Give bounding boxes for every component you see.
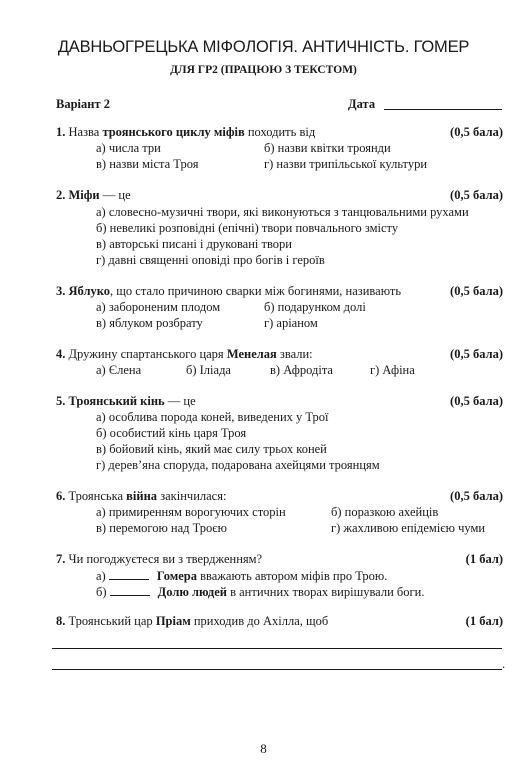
statement-text: вважають автором міфів про Трою.: [196, 569, 388, 583]
question-4: [56, 347, 313, 362]
question-number: 1.: [56, 125, 66, 139]
question-points: (0,5 бала): [450, 188, 503, 202]
date-label: Дата: [348, 97, 376, 111]
variant-label: Варіант 2: [56, 97, 110, 111]
answer-option[interactable]: в) перемогою над Троєю: [96, 521, 227, 535]
question-keyword: Менелая: [226, 347, 277, 361]
question-number: 8.: [56, 614, 66, 628]
question-number: 5.: [56, 394, 66, 408]
answer-option[interactable]: а) числа три: [96, 141, 161, 155]
question-keyword: війна: [126, 489, 158, 503]
question-number: 6.: [56, 489, 66, 503]
statement-label: б): [96, 585, 107, 599]
question-keyword: Міфи: [68, 188, 100, 202]
statement-label: а): [96, 569, 106, 583]
question-points: (0,5 бала): [450, 125, 503, 139]
answer-option[interactable]: а) словесно-музичні твори, які виконуються з танцювальними рухами: [96, 205, 469, 219]
answer-option[interactable]: г) давні священні оповіді про богів і героїв: [96, 253, 325, 267]
answer-line[interactable]: [52, 669, 502, 670]
question-points: (1 бал): [465, 614, 503, 628]
answer-option[interactable]: г) назви трипільської культури: [264, 157, 428, 171]
answer-option[interactable]: б) особистий кінь царя Троя: [96, 426, 247, 440]
answer-option[interactable]: в) назви міста Троя: [96, 157, 199, 171]
question-text: Дружину спартанського царя: [65, 347, 227, 361]
question-keyword: троянського циклу міфів: [102, 125, 245, 139]
answer-blank[interactable]: [110, 584, 150, 596]
page-title: ДАВНЬОГРЕЦЬКА МІФОЛОГІЯ. АНТИЧНІСТЬ. ГОМЕР: [57, 38, 470, 56]
question-number: 7.: [56, 552, 66, 566]
question-points: (1 бал): [465, 552, 503, 566]
answer-end-mark: .: [502, 657, 506, 671]
answer-option[interactable]: б) Іліада: [186, 363, 231, 377]
question-text: звали:: [276, 347, 313, 361]
question-text: закінчилася:: [157, 489, 227, 503]
answer-option[interactable]: в) бойовий кінь, який має силу трьох коней: [96, 442, 327, 456]
question-5: [56, 394, 196, 409]
answer-option[interactable]: а) Єлена: [96, 363, 142, 377]
answer-option[interactable]: б) поразкою ахейців: [331, 505, 439, 519]
answer-option[interactable]: г) аріаном: [264, 316, 318, 330]
question-text: Троянський цар: [65, 614, 156, 628]
question-keyword: Яблуко: [68, 284, 111, 298]
answer-option[interactable]: в) Афродіта: [270, 363, 333, 377]
question-text: приходив до Ахілла, щоб: [190, 614, 329, 628]
answer-option[interactable]: г) Афіна: [370, 363, 415, 377]
question-text: — це: [99, 188, 131, 202]
question-keyword: Троянський кінь: [68, 394, 165, 408]
question-keyword: Пріам: [155, 614, 191, 628]
date-field[interactable]: [384, 109, 502, 110]
question-number: 4.: [56, 347, 66, 361]
answer-option[interactable]: г) жахливою епідемією чуми: [331, 521, 486, 535]
question-text: , що стало причиною сварки між богинями, називають: [110, 284, 402, 298]
question-number: 2.: [56, 188, 66, 202]
answer-option[interactable]: б) невеликі розповідні (епічні) твори повчального змісту: [96, 221, 399, 235]
answer-option[interactable]: в) яблуком розбрату: [96, 316, 203, 330]
question-points: (0,5 бала): [450, 284, 503, 298]
statement-b: [96, 584, 424, 600]
answer-blank[interactable]: [109, 568, 149, 580]
question-7: [56, 552, 262, 567]
question-3: [56, 284, 401, 299]
answer-option[interactable]: в) авторські писані і друковані твори: [96, 237, 292, 251]
page-subtitle: ДЛЯ ГР2 (ПРАЦЮЮ З ТЕКСТОМ): [170, 64, 357, 76]
question-8: [56, 614, 328, 629]
question-2: [56, 188, 131, 203]
answer-option[interactable]: б) назви квітки троянди: [264, 141, 391, 155]
question-text: — це: [164, 394, 196, 408]
question-text: Чи погоджуєтеся ви з твердженням?: [65, 552, 263, 566]
question-points: (0,5 бала): [450, 347, 503, 361]
statement-text: в античних творах вирішували боги.: [226, 585, 425, 599]
answer-option[interactable]: а) особлива порода коней, виведених у Трої: [96, 410, 329, 424]
answer-option[interactable]: а) примиренням ворогуючих сторін: [96, 505, 286, 519]
question-points: (0,5 бала): [450, 489, 503, 503]
question-text: походить від: [244, 125, 316, 139]
question-text: Назва: [65, 125, 103, 139]
statement-a: [96, 568, 387, 584]
answer-option[interactable]: а) забороненим плодом: [96, 300, 221, 314]
page-number: 8: [260, 741, 267, 756]
statement-keyword: Гомера: [156, 569, 197, 583]
question-6: [56, 489, 226, 504]
answer-option[interactable]: б) подарунком долі: [264, 300, 366, 314]
answer-option[interactable]: г) дерев’яна споруда, подарована ахейцями троянцям: [96, 458, 380, 472]
question-number: 3.: [56, 284, 66, 298]
question-1: [56, 125, 315, 140]
question-text: Троянська: [65, 489, 127, 503]
statement-keyword: Долю людей: [157, 585, 227, 599]
answer-line[interactable]: [52, 648, 502, 649]
question-points: (0,5 бала): [450, 394, 503, 408]
